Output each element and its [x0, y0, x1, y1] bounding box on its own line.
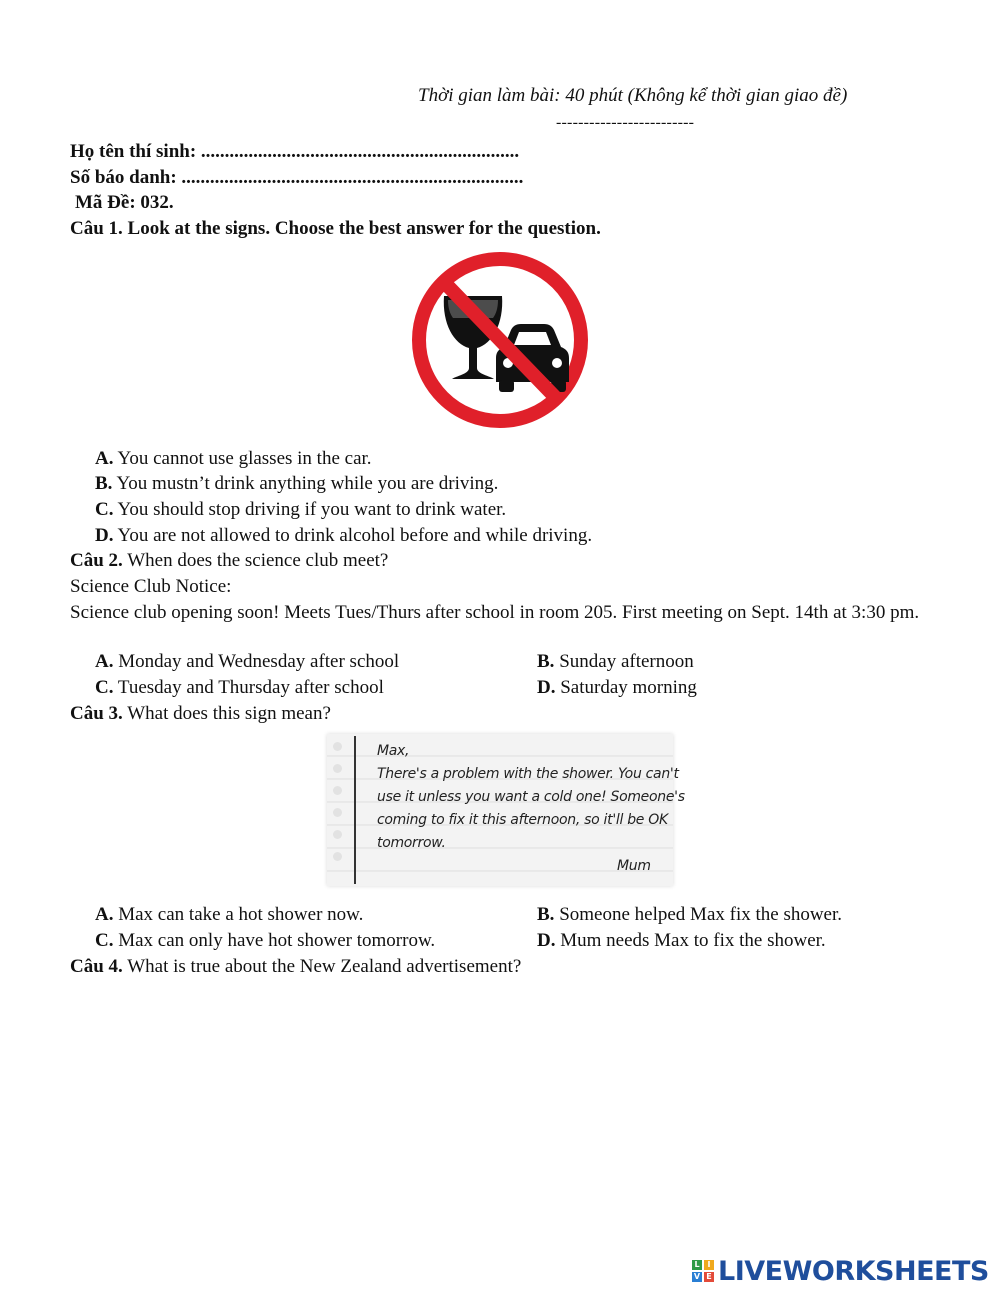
option-key: B. [537, 904, 555, 925]
option-text: Someone helped Max fix the shower. [559, 904, 843, 925]
option-text: Mum needs Max to fix the shower. [560, 930, 826, 951]
q1-option-c[interactable] [95, 498, 506, 522]
option-key: D. [537, 930, 556, 951]
note-hole [333, 742, 342, 751]
option-text: You are not allowed to drink alcohol before and while driving. [117, 525, 593, 546]
question-4 [70, 955, 521, 979]
note-line: use it unless you want a cold one! Someone's [377, 789, 685, 805]
option-key: A. [95, 904, 114, 925]
option-key: B. [537, 651, 555, 672]
q3-option-c[interactable] [95, 929, 435, 953]
question-3 [70, 702, 331, 726]
logo-letter: L [692, 1260, 702, 1270]
option-text: You cannot use glasses in the car. [117, 448, 372, 469]
no-drink-driving-sign-icon [408, 250, 592, 430]
option-key: A. [95, 651, 114, 672]
option-key: C. [95, 499, 114, 520]
option-text: Saturday morning [560, 677, 697, 698]
note-hole [333, 852, 342, 861]
question-4-number: Câu 4. [70, 956, 123, 977]
question-2 [70, 549, 388, 573]
q1-option-d[interactable] [95, 524, 592, 548]
option-text: Tuesday and Thursday after school [117, 677, 384, 698]
note-hole [333, 786, 342, 795]
handwritten-note [327, 734, 685, 886]
option-text: Sunday afternoon [559, 651, 694, 672]
option-key: D. [537, 677, 556, 698]
option-text: Max can take a hot shower now. [118, 904, 364, 925]
question-1-text: Look at the signs. Choose the best answer for the question. [127, 218, 601, 239]
note-line: Max, [377, 743, 410, 759]
q3-option-a[interactable] [95, 903, 363, 927]
logo-wordmark: LIVEWORKSHEETS [718, 1255, 989, 1287]
note-signature: Mum [617, 858, 651, 874]
option-key: C. [95, 930, 114, 951]
option-text: You should stop driving if you want to drink water. [117, 499, 507, 520]
q3-option-b[interactable] [537, 903, 842, 927]
logo-letter: V [693, 1272, 701, 1281]
question-2-text: When does the science club meet? [127, 550, 389, 571]
liveworksheets-mark-icon [692, 1260, 714, 1282]
note-hole [333, 830, 342, 839]
q2-option-c[interactable] [95, 676, 384, 700]
q1-option-b[interactable] [95, 472, 498, 496]
q1-option-a[interactable] [95, 447, 372, 471]
option-text: You mustn’t drink anything while you are driving. [116, 473, 499, 494]
notice-body: Science club opening soon! Meets Tues/Thurs after school in room 205. First meeting on Sept. 14th at 3:30 pm. [70, 602, 920, 623]
question-1 [70, 217, 601, 241]
logo-letter: E [704, 1272, 714, 1282]
note-hole [333, 808, 342, 817]
option-key: D. [95, 525, 114, 546]
note-hole [333, 764, 342, 773]
header-divider: ------------------------- [556, 114, 695, 131]
question-2-number: Câu 2. [70, 550, 123, 571]
student-id-field[interactable]: Số báo danh: ........................................................................ [70, 167, 524, 188]
q2-option-b[interactable] [537, 650, 694, 674]
option-key: A. [95, 448, 114, 469]
question-1-number: Câu 1. [70, 218, 123, 239]
time-note: Thời gian làm bài: 40 phút (Không kể thời gian giao đề) [418, 85, 848, 106]
q2-option-a[interactable] [95, 650, 399, 674]
q2-option-d[interactable] [537, 676, 697, 700]
option-key: C. [95, 677, 114, 698]
note-line: tomorrow. [377, 835, 446, 851]
note-line: There's a problem with the shower. You can't [377, 766, 679, 782]
option-key: B. [95, 473, 113, 494]
q3-option-d[interactable] [537, 929, 826, 953]
question-3-number: Câu 3. [70, 703, 123, 724]
note-margin-line [354, 736, 356, 884]
option-text: Monday and Wednesday after school [118, 651, 400, 672]
notice-title: Science Club Notice: [70, 576, 232, 597]
note-line: coming to fix it this afternoon, so it'll be OK [377, 812, 668, 828]
liveworksheets-logo [692, 1254, 989, 1288]
exam-code: Mã Đề: 032. [75, 192, 174, 213]
option-text: Max can only have hot shower tomorrow. [118, 930, 436, 951]
question-4-text: What is true about the New Zealand advertisement? [127, 956, 522, 977]
question-3-text: What does this sign mean? [127, 703, 331, 724]
student-name-field[interactable]: Họ tên thí sinh: ................................................................... [70, 141, 520, 162]
logo-letter: I [704, 1260, 714, 1270]
